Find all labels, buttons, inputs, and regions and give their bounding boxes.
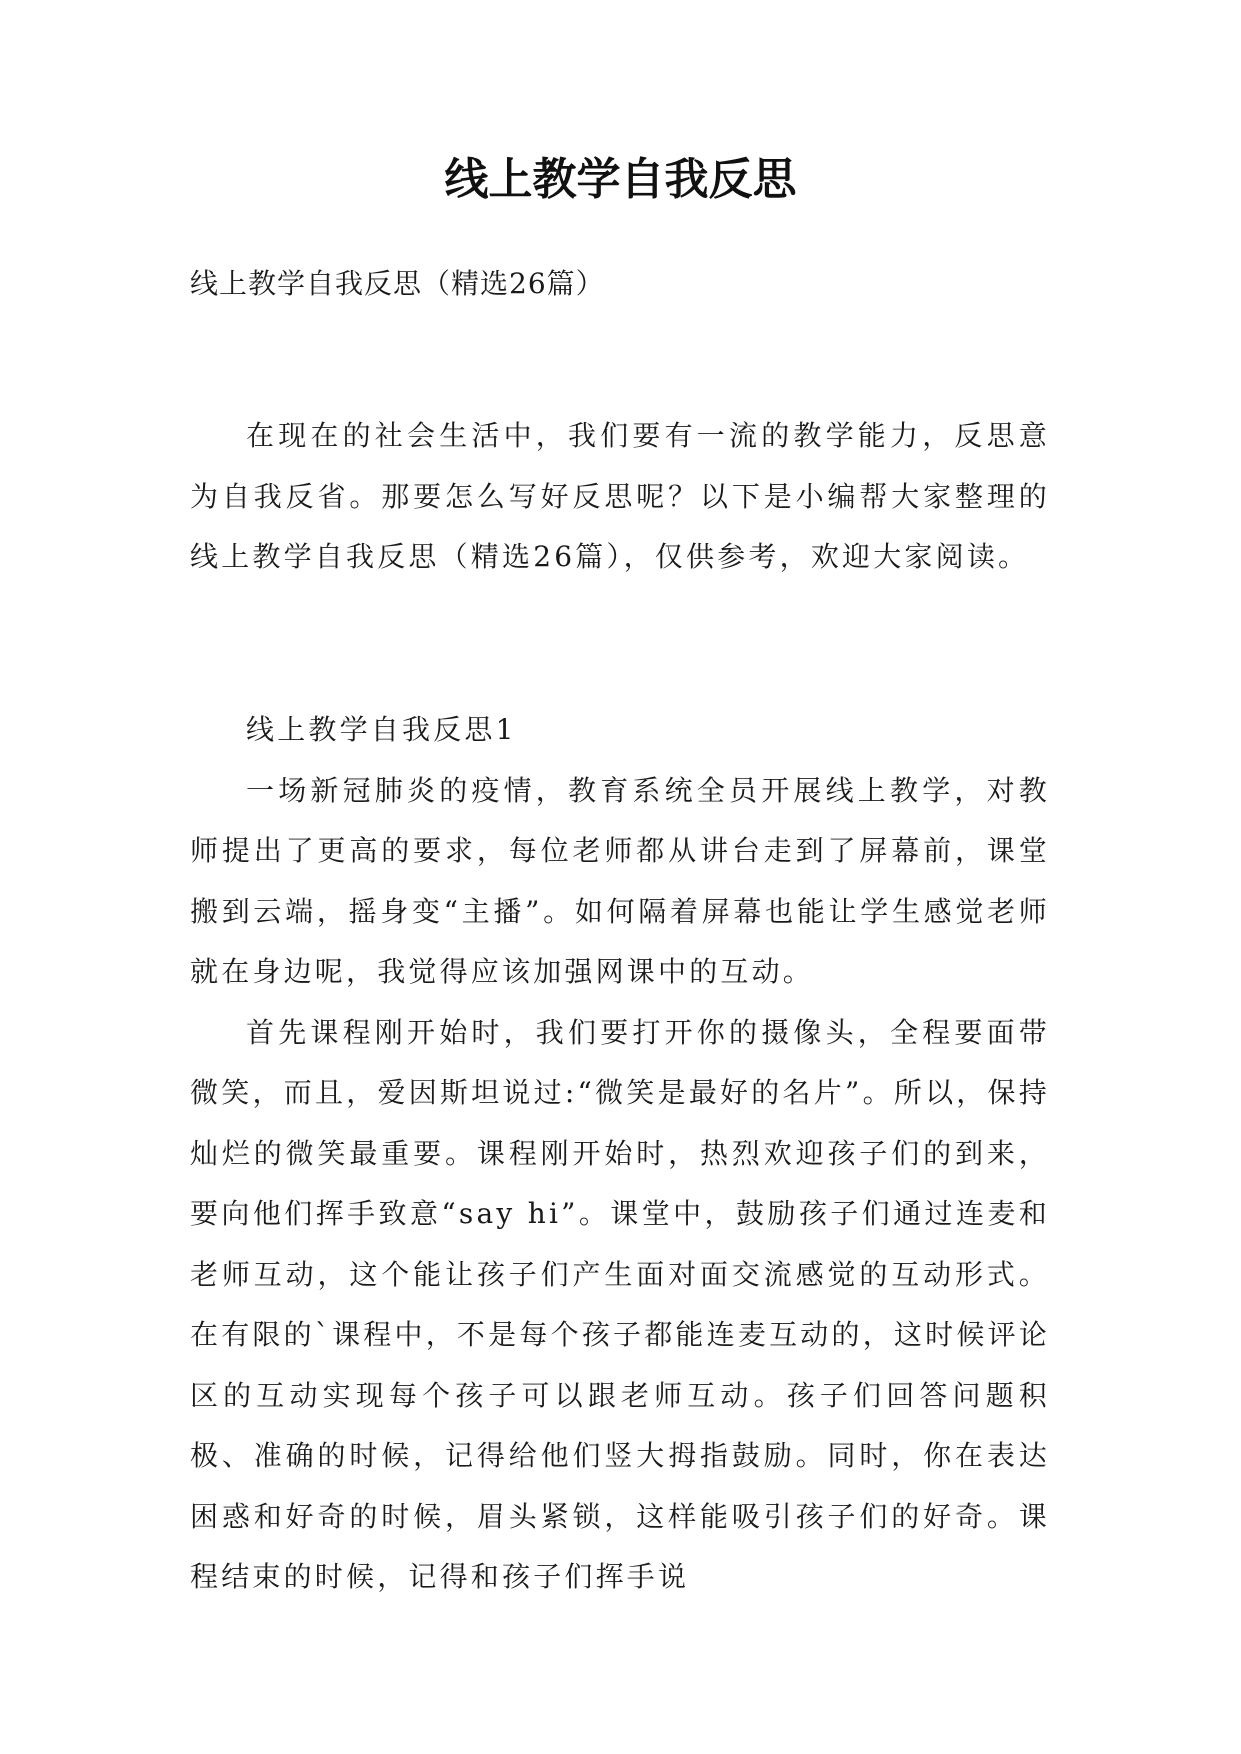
section-1-heading: 线上教学自我反思1 [246, 713, 517, 746]
section-1 [190, 700, 1050, 1608]
intro-paragraph: 在现在的社会生活中，我们要有一流的教学能力，反思意为自我反省。那要怎么写好反思呢？以下是小编帮大家整理的线上教学自我反思（精选26篇），仅供参考，欢迎大家阅读。 [190, 419, 1050, 573]
section-1-paragraph-2: 首先课程刚开始时，我们要打开你的摄像头，全程要面带微笑，而且，爱因斯坦说过:“微笑是最好的名片”。所以，保持灿烂的微笑最重要。课程刚开始时，热烈欢迎孩子们的到来，要向他们挥手致意“say hi”。课堂中，鼓励孩子们通过连麦和老师互动，这个能让孩子们产生面对面交流感觉的互动形式。在有限的`课程中，不是每个孩子都能连麦互动的，这时候评论区的互动实现每个孩子可以跟老师互动。孩子们回答问题积极、准确的时候，记得给他们竖大拇指鼓励。同时，你在表达困惑和好奇的时候，眉头紧锁，这样能吸引孩子们的好奇。课程结束的时候，记得和孩子们挥手说 [190, 1015, 1050, 1593]
document-subtitle: 线上教学自我反思（精选26篇） [190, 267, 605, 300]
intro-section [190, 406, 1050, 588]
section-1-paragraph-1: 一场新冠肺炎的疫情，教育系统全员开展线上教学，对教师提出了更高的要求，每位老师都从讲台走到了屏幕前，课堂搬到云端，摇身变“主播”。如何隔着屏幕也能让学生感觉老师就在身边呢，我觉得应该加强网课中的互动。 [190, 773, 1050, 988]
document-title: 线上教学自我反思 [444, 154, 797, 205]
